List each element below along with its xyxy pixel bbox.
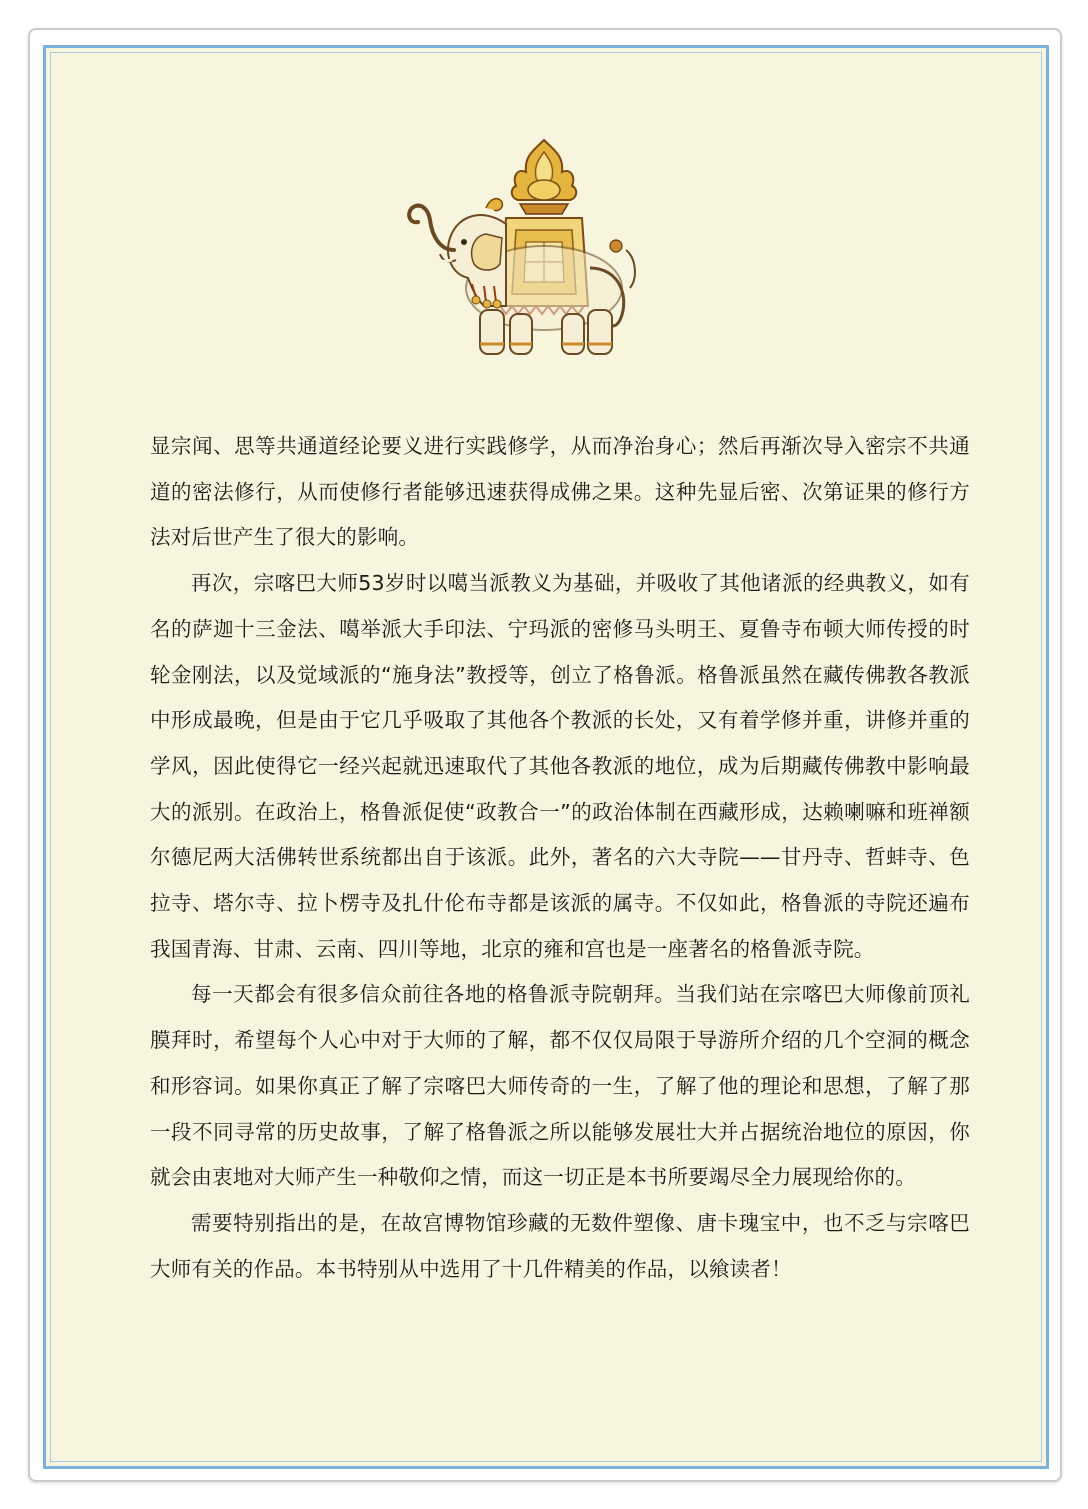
elephant-head <box>409 199 506 308</box>
book-page <box>43 45 1049 1469</box>
body-text <box>150 424 970 1292</box>
flaming-jewel <box>512 140 577 214</box>
paragraph-2: 再次，宗喀巴大师53岁时以噶当派教义为基础，并吸收了其他诸派的经典教义，如有名的萨迦十三金法、噶举派大手印法、宁玛派的密修马头明王、夏鲁寺布顿大师传授的时轮金刚法，以及觉域派的“施身法”教授等，创立了格鲁派。格鲁派虽然在藏传佛教各教派中形成最晚，但是由于它几乎吸取了其他各个教派的长处，又有着学修并重，讲修并重的学风，因此使得它一经兴起就迅速取代了其他各教派的地位，成为后期藏传佛教中影响最大的派别。在政治上，格鲁派促使“政教合一”的政治体制在西藏形成，达赖喇嘛和班禅额尔德尼两大活佛转世系统都出自于该派。此外，著名的六大寺院——甘丹寺、哲蚌寺、色拉寺、塔尔寺、拉卜楞寺及扎什伦布寺都是该派的属寺。不仅如此，格鲁派的寺院还遍布我国青海、甘肃、云南、四川等地，北京的雍和宫也是一座著名的格鲁派寺院。 <box>150 571 970 961</box>
ornamented-elephant-icon <box>394 138 644 363</box>
paragraph-3: 每一天都会有很多信众前往各地的格鲁派寺院朝拜。当我们站在宗喀巴大师像前顶礼膜拜时，希望每个人心中对于大师的了解，都不仅仅局限于导游所介绍的几个空洞的概念和形容词。如果你真正了解了宗喀巴大师传奇的一生，了解了他的理论和思想，了解了那一段不同寻常的历史故事，了解了格鲁派之所以能够发展壮大并占据统治地位的原因，你就会由衷地对大师产生一种敬仰之情，而这一切正是本书所要竭尽全力展现给你的。 <box>150 982 970 1190</box>
paragraph-4: 需要特别指出的是，在故宫博物馆珍藏的无数件塑像、唐卡瑰宝中，也不乏与宗喀巴大师有关的作品。本书特别从中选用了十几件精美的作品，以飨读者！ <box>150 1210 970 1281</box>
paragraph-1: 显宗闻、思等共通道经论要义进行实践修学，从而净治身心；然后再渐次导入密宗不共通道的密法修行，从而使修行者能够迅速获得成佛之果。这种先显后密、次第证果的修行方法对后世产生了很大的影响。 <box>150 434 970 550</box>
